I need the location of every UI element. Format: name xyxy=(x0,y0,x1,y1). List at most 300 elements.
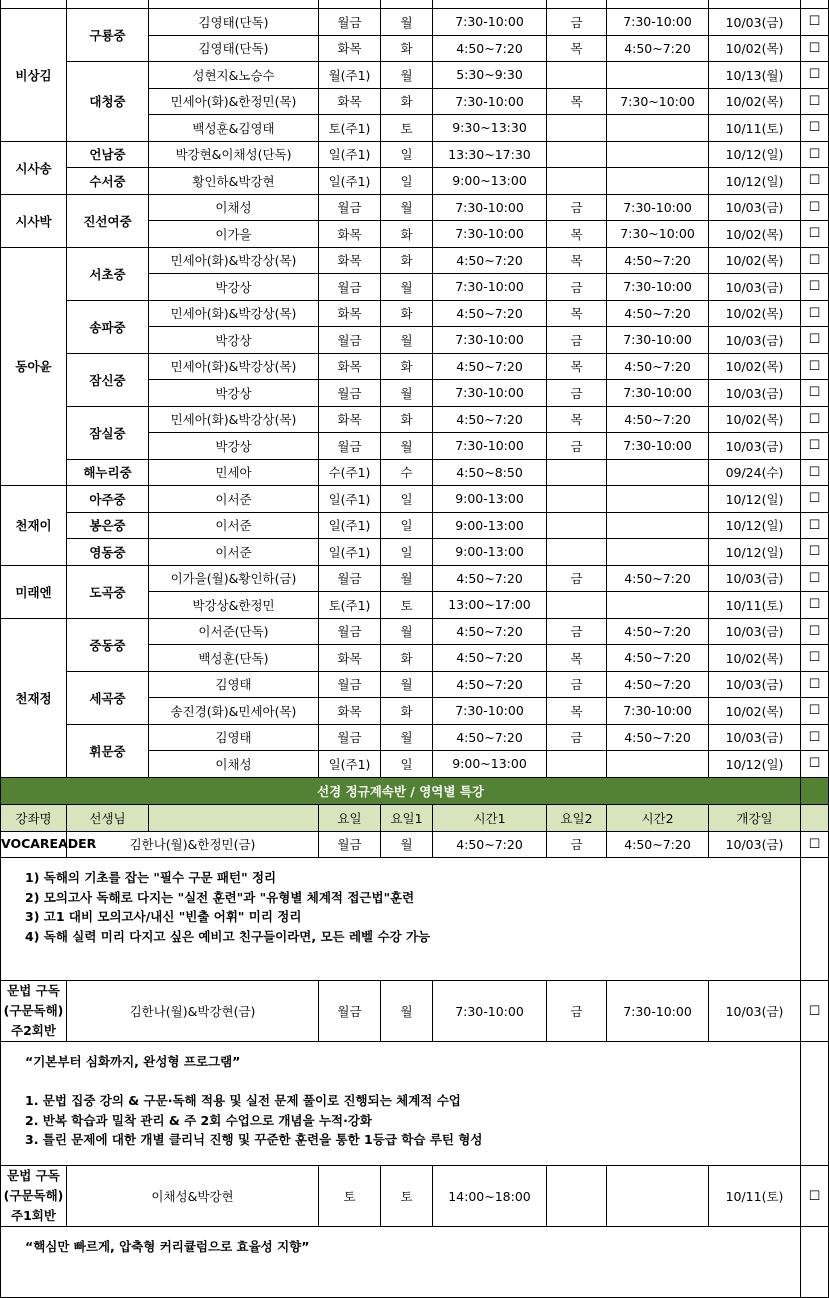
days-cell: 수(주1) xyxy=(319,459,381,486)
teacher-cell: 박강상 xyxy=(149,380,319,407)
day2-cell: 금 xyxy=(547,274,607,301)
school-name: 잠신중 xyxy=(67,353,149,406)
school-name: 해누리중 xyxy=(67,459,149,486)
day2-cell: 금 xyxy=(547,9,607,36)
day1-cell: 월 xyxy=(381,618,433,645)
days-cell: 화목 xyxy=(319,698,381,725)
teacher-cell: 민세아(화)&박강상(목) xyxy=(149,247,319,274)
enroll-checkbox[interactable]: ☐ xyxy=(801,486,829,513)
enroll-checkbox[interactable]: ☐ xyxy=(801,300,829,327)
course-name: VOCAREADER xyxy=(1,831,67,858)
enroll-checkbox[interactable]: ☐ xyxy=(801,247,829,274)
header-cell xyxy=(149,804,319,831)
time1-cell: 4:50~7:20 xyxy=(433,300,547,327)
course-description xyxy=(1,858,801,981)
time2-cell xyxy=(607,1166,709,1227)
enroll-checkbox[interactable]: ☐ xyxy=(801,9,829,36)
school-name: 도곡중 xyxy=(67,565,149,618)
time1-cell: 7:30-10:00 xyxy=(433,981,547,1042)
day2-cell: 금 xyxy=(547,671,607,698)
day2-cell: 금 xyxy=(547,380,607,407)
course-name-line: 문법 구독(구문독해) xyxy=(3,1168,64,1203)
teacher-cell: 박강상&한정민 xyxy=(149,592,319,619)
school-name: 구룡중 xyxy=(67,9,149,62)
teacher-cell: 김영태 xyxy=(149,724,319,751)
start-date-cell: 10/11(토) xyxy=(709,592,801,619)
teacher-cell: 황인하&박강현 xyxy=(149,168,319,195)
day2-cell: 금 xyxy=(547,981,607,1042)
enroll-checkbox[interactable]: ☐ xyxy=(801,459,829,486)
teacher-cell: 김영태(단독) xyxy=(149,9,319,36)
header-cell: 요일1 xyxy=(381,804,433,831)
day1-cell: 토 xyxy=(381,592,433,619)
enroll-checkbox[interactable]: ☐ xyxy=(801,981,829,1042)
start-date-cell: 10/12(일) xyxy=(709,512,801,539)
description-side-cell xyxy=(801,1042,829,1166)
start-date-cell: 10/12(일) xyxy=(709,168,801,195)
course-description-row xyxy=(1,858,829,981)
schedule-row xyxy=(1,539,829,566)
course-description-row xyxy=(1,1042,829,1166)
day2-cell: 목 xyxy=(547,353,607,380)
start-date-cell: 10/02(목) xyxy=(709,300,801,327)
day2-cell xyxy=(547,486,607,513)
time1-cell: 4:50~7:20 xyxy=(433,671,547,698)
day2-cell xyxy=(547,751,607,778)
enroll-checkbox[interactable]: ☐ xyxy=(801,645,829,672)
school-name: 중동중 xyxy=(67,618,149,671)
time1-cell: 4:50~7:20 xyxy=(433,724,547,751)
course-row xyxy=(1,981,829,1042)
start-date-cell: 10/12(일) xyxy=(709,141,801,168)
day1-cell: 화 xyxy=(381,645,433,672)
days-cell: 월금 xyxy=(319,618,381,645)
day1-cell: 월 xyxy=(381,194,433,221)
header-cell xyxy=(801,804,829,831)
time1-cell: 7:30-10:00 xyxy=(433,9,547,36)
description-line: 3) 고1 대비 모의고사/내신 "빈출 어휘" 미리 정리 xyxy=(25,909,302,924)
days-cell: 화목 xyxy=(319,353,381,380)
time2-cell: 4:50~7:20 xyxy=(607,671,709,698)
time1-cell: 7:30-10:00 xyxy=(433,194,547,221)
days-cell: 화목 xyxy=(319,88,381,115)
enroll-checkbox[interactable]: ☐ xyxy=(801,751,829,778)
header-cell: 선생님 xyxy=(67,804,149,831)
time1-cell: 4:50~7:20 xyxy=(433,618,547,645)
publisher-group: 시사박 xyxy=(1,194,67,247)
teacher-cell: 성현지&노승수 xyxy=(149,62,319,89)
teacher-cell: 박강상 xyxy=(149,327,319,354)
teacher-cell: 박강현&이채성(단독) xyxy=(149,141,319,168)
time2-cell xyxy=(607,539,709,566)
publisher-group: 시사송 xyxy=(1,141,67,194)
start-date-cell: 10/03(금) xyxy=(709,9,801,36)
schedule-row xyxy=(1,247,829,274)
start-date-cell: 10/02(목) xyxy=(709,406,801,433)
start-date-cell: 10/02(목) xyxy=(709,353,801,380)
description-line: 2. 반복 학습과 밀착 관리 & 주 2회 수업으로 개념을 누적·강화 xyxy=(25,1112,372,1128)
schedule-row xyxy=(1,565,829,592)
teacher-cell: 민세아(화)&박강상(목) xyxy=(149,300,319,327)
time2-cell xyxy=(607,62,709,89)
schedule-row xyxy=(1,486,829,513)
day2-cell xyxy=(547,115,607,142)
course-name xyxy=(1,1166,67,1227)
time2-cell: 4:50~7:20 xyxy=(607,831,709,858)
day2-cell: 목 xyxy=(547,221,607,248)
time1-cell: 4:50~7:20 xyxy=(433,247,547,274)
day2-cell: 금 xyxy=(547,194,607,221)
time2-cell: 7:30-10:00 xyxy=(607,698,709,725)
header-cell: 시간1 xyxy=(433,804,547,831)
enroll-checkbox[interactable]: ☐ xyxy=(801,168,829,195)
school-name: 휘문중 xyxy=(67,724,149,777)
day1-cell: 일 xyxy=(381,486,433,513)
time2-cell xyxy=(607,486,709,513)
days-cell: 월금 xyxy=(319,565,381,592)
start-date-cell: 10/03(금) xyxy=(709,433,801,460)
start-date-cell: 10/03(금) xyxy=(709,671,801,698)
enroll-checkbox[interactable]: ☐ xyxy=(801,831,829,858)
days-cell: 월금 xyxy=(319,274,381,301)
section-banner: 선경 정규계속반 / 영역별 특강 xyxy=(1,777,801,804)
day1-cell: 토 xyxy=(381,115,433,142)
start-date-cell: 10/03(금) xyxy=(709,380,801,407)
description-side-cell xyxy=(801,1227,829,1298)
enroll-checkbox[interactable]: ☐ xyxy=(801,353,829,380)
day1-cell: 화 xyxy=(381,698,433,725)
days-cell: 화목 xyxy=(319,300,381,327)
time1-cell: 4:50~8:50 xyxy=(433,459,547,486)
teacher-cell: 이채성 xyxy=(149,751,319,778)
teacher-cell: 송진경(화)&민세아(목) xyxy=(149,698,319,725)
day1-cell: 화 xyxy=(381,353,433,380)
teacher-cell: 이채성&박강현 xyxy=(67,1166,319,1227)
days-cell: 일(주1) xyxy=(319,512,381,539)
day1-cell: 일 xyxy=(381,141,433,168)
day2-cell xyxy=(547,141,607,168)
day2-cell: 목 xyxy=(547,300,607,327)
days-cell: 화목 xyxy=(319,35,381,62)
course-name-line: 주2회반 xyxy=(11,1023,56,1038)
school-name: 세곡중 xyxy=(67,671,149,724)
school-name: 봉은중 xyxy=(67,512,149,539)
days-cell: 월금 xyxy=(319,380,381,407)
start-date-cell: 10/12(일) xyxy=(709,539,801,566)
start-date-cell: 10/11(토) xyxy=(709,115,801,142)
enroll-checkbox[interactable]: ☐ xyxy=(801,194,829,221)
time1-cell: 5:30~9:30 xyxy=(433,62,547,89)
time1-cell: 9:30~13:30 xyxy=(433,115,547,142)
days-cell: 화목 xyxy=(319,221,381,248)
time2-cell xyxy=(607,141,709,168)
course-row xyxy=(1,1166,829,1227)
teacher-cell: 김영태 xyxy=(149,671,319,698)
enroll-checkbox[interactable]: ☐ xyxy=(801,565,829,592)
day2-cell xyxy=(547,1166,607,1227)
day2-cell xyxy=(547,459,607,486)
time1-cell: 4:50~7:20 xyxy=(433,35,547,62)
enroll-checkbox[interactable]: ☐ xyxy=(801,433,829,460)
day1-cell: 화 xyxy=(381,221,433,248)
day2-cell: 금 xyxy=(547,327,607,354)
teacher-cell: 백성훈(단독) xyxy=(149,645,319,672)
day1-cell: 월 xyxy=(381,724,433,751)
course-description xyxy=(1,1042,801,1166)
days-cell: 월금 xyxy=(319,981,381,1042)
day1-cell: 토 xyxy=(381,1166,433,1227)
teacher-cell: 김한나(월)&한정민(금) xyxy=(67,831,319,858)
teacher-cell: 이서준 xyxy=(149,512,319,539)
enroll-checkbox[interactable]: ☐ xyxy=(801,1166,829,1227)
time2-cell xyxy=(607,751,709,778)
time1-cell: 7:30-10:00 xyxy=(433,88,547,115)
days-cell: 월금 xyxy=(319,194,381,221)
days-cell: 일(주1) xyxy=(319,141,381,168)
course-name-line: 주1회반 xyxy=(11,1208,56,1223)
enroll-checkbox[interactable]: ☐ xyxy=(801,671,829,698)
day1-cell: 월 xyxy=(381,380,433,407)
time1-cell: 14:00~18:00 xyxy=(433,1166,547,1227)
day2-cell: 금 xyxy=(547,565,607,592)
days-cell: 토(주1) xyxy=(319,592,381,619)
day1-cell: 화 xyxy=(381,247,433,274)
time2-cell: 4:50~7:20 xyxy=(607,406,709,433)
time2-cell: 7:30-10:00 xyxy=(607,194,709,221)
enroll-checkbox[interactable]: ☐ xyxy=(801,512,829,539)
day1-cell: 화 xyxy=(381,406,433,433)
schedule-body xyxy=(1,0,829,777)
day2-cell xyxy=(547,539,607,566)
time1-cell: 9:00-13:00 xyxy=(433,539,547,566)
banner-row xyxy=(1,777,829,804)
schedule-row xyxy=(1,353,829,380)
teacher-cell: 민세아(화)&박강상(목) xyxy=(149,406,319,433)
time2-cell xyxy=(607,459,709,486)
description-line: “핵심만 빠르게, 압축형 커리큘럼으로 효율성 지향” xyxy=(25,1239,310,1254)
day1-cell: 화 xyxy=(381,88,433,115)
enroll-checkbox[interactable]: ☐ xyxy=(801,539,829,566)
description-line: 4) 독해 실력 미리 다지고 싶은 예비고 친구들이라면, 모든 레벨 수강 가능 xyxy=(25,928,431,944)
time2-cell: 4:50~7:20 xyxy=(607,247,709,274)
time2-cell: 4:50~7:20 xyxy=(607,618,709,645)
description-line: 1) 독해의 기초를 잡는 "필수 구문 패턴" 정리 xyxy=(25,870,277,885)
enroll-checkbox[interactable]: ☐ xyxy=(801,35,829,62)
time1-cell: 4:50~7:20 xyxy=(433,831,547,858)
time1-cell: 9:00~13:00 xyxy=(433,751,547,778)
time1-cell: 4:50~7:20 xyxy=(433,565,547,592)
day2-cell: 목 xyxy=(547,406,607,433)
time2-cell: 7:30-10:00 xyxy=(607,274,709,301)
start-date-cell: 10/12(일) xyxy=(709,486,801,513)
course-description-row xyxy=(1,1227,829,1298)
day2-cell: 금 xyxy=(547,618,607,645)
days-cell: 일(주1) xyxy=(319,486,381,513)
day1-cell: 월 xyxy=(381,981,433,1042)
schedule-row xyxy=(1,724,829,751)
teacher-cell: 이채성 xyxy=(149,194,319,221)
time2-cell: 7:30-10:00 xyxy=(607,380,709,407)
time1-cell: 7:30-10:00 xyxy=(433,380,547,407)
publisher-group: 천재정 xyxy=(1,618,67,777)
enroll-checkbox[interactable]: ☐ xyxy=(801,698,829,725)
day1-cell: 일 xyxy=(381,751,433,778)
start-date-cell: 10/02(목) xyxy=(709,221,801,248)
schedule-row xyxy=(1,194,829,221)
days-cell: 일(주1) xyxy=(319,751,381,778)
enroll-checkbox[interactable]: ☐ xyxy=(801,592,829,619)
time2-cell: 4:50~7:20 xyxy=(607,35,709,62)
start-date-cell: 10/03(금) xyxy=(709,981,801,1042)
time1-cell: 4:50~7:20 xyxy=(433,406,547,433)
start-date-cell: 10/02(목) xyxy=(709,698,801,725)
time1-cell: 9:00-13:00 xyxy=(433,512,547,539)
header-cell: 개강일 xyxy=(709,804,801,831)
teacher-cell: 이서준 xyxy=(149,539,319,566)
time2-cell: 4:50~7:20 xyxy=(607,645,709,672)
day1-cell: 일 xyxy=(381,539,433,566)
start-date-cell: 10/03(금) xyxy=(709,618,801,645)
course-row xyxy=(1,831,829,858)
days-cell: 월금 xyxy=(319,724,381,751)
days-cell: 월(주1) xyxy=(319,62,381,89)
day2-cell: 금 xyxy=(547,433,607,460)
description-spacer xyxy=(25,1072,800,1092)
start-date-cell: 10/03(금) xyxy=(709,565,801,592)
days-cell: 일(주1) xyxy=(319,168,381,195)
school-name: 영동중 xyxy=(67,539,149,566)
school-name: 언남중 xyxy=(67,141,149,168)
day1-cell: 일 xyxy=(381,512,433,539)
course-name-line: 문법 구독(구문독해) xyxy=(3,983,64,1018)
start-date-cell: 10/03(금) xyxy=(709,274,801,301)
enroll-checkbox[interactable]: ☐ xyxy=(801,88,829,115)
enroll-checkbox[interactable]: ☐ xyxy=(801,618,829,645)
start-date-cell: 10/03(금) xyxy=(709,724,801,751)
enroll-checkbox[interactable]: ☐ xyxy=(801,406,829,433)
day1-cell: 월 xyxy=(381,433,433,460)
header-row xyxy=(1,804,829,831)
school-name: 수서중 xyxy=(67,168,149,195)
days-cell: 토 xyxy=(319,1166,381,1227)
time2-cell xyxy=(607,168,709,195)
schedule-row xyxy=(1,141,829,168)
enroll-checkbox[interactable]: ☐ xyxy=(801,724,829,751)
school-name: 송파중 xyxy=(67,300,149,353)
time2-cell: 4:50~7:20 xyxy=(607,565,709,592)
day1-cell: 월 xyxy=(381,274,433,301)
time1-cell: 7:30-10:00 xyxy=(433,698,547,725)
day1-cell: 월 xyxy=(381,831,433,858)
day2-cell xyxy=(547,592,607,619)
course-description xyxy=(1,1227,801,1298)
day2-cell xyxy=(547,168,607,195)
day1-cell: 월 xyxy=(381,9,433,36)
time2-cell: 7:30-10:00 xyxy=(607,9,709,36)
start-date-cell: 10/11(토) xyxy=(709,1166,801,1227)
days-cell: 화목 xyxy=(319,406,381,433)
start-date-cell: 10/13(월) xyxy=(709,62,801,89)
time2-cell: 7:30-10:00 xyxy=(607,327,709,354)
schedule-row xyxy=(1,168,829,195)
publisher-group: 동아윤 xyxy=(1,247,67,486)
enroll-checkbox[interactable]: ☐ xyxy=(801,141,829,168)
days-cell: 월금 xyxy=(319,327,381,354)
time1-cell: 7:30-10:00 xyxy=(433,221,547,248)
start-date-cell: 10/02(목) xyxy=(709,88,801,115)
start-date-cell: 09/24(수) xyxy=(709,459,801,486)
start-date-cell: 10/02(목) xyxy=(709,645,801,672)
days-cell: 화목 xyxy=(319,645,381,672)
time1-cell: 4:50~7:20 xyxy=(433,645,547,672)
time1-cell: 7:30-10:00 xyxy=(433,274,547,301)
start-date-cell: 10/03(금) xyxy=(709,831,801,858)
teacher-cell: 민세아 xyxy=(149,459,319,486)
day1-cell: 수 xyxy=(381,459,433,486)
time1-cell: 4:50~7:20 xyxy=(433,353,547,380)
school-name: 대청중 xyxy=(67,62,149,142)
time2-cell: 7:30~10:00 xyxy=(607,88,709,115)
special-course-body xyxy=(1,777,829,1298)
enroll-checkbox[interactable]: ☐ xyxy=(801,62,829,89)
description-line: 1. 문법 집중 강의 & 구문·독해 적용 및 실전 문제 풀이로 진행되는 체계적 수업 xyxy=(25,1093,461,1108)
day1-cell: 월 xyxy=(381,565,433,592)
day1-cell: 월 xyxy=(381,327,433,354)
teacher-cell: 민세아(화)&박강상(목) xyxy=(149,353,319,380)
teacher-cell: 민세아(화)&한정민(목) xyxy=(149,88,319,115)
publisher-group: 미래엔 xyxy=(1,565,67,618)
start-date-cell: 10/02(목) xyxy=(709,35,801,62)
description-line: “기본부터 심화까지, 완성형 프로그램” xyxy=(25,1054,241,1069)
time2-cell xyxy=(607,115,709,142)
enroll-checkbox[interactable]: ☐ xyxy=(801,115,829,142)
start-date-cell: 10/03(금) xyxy=(709,327,801,354)
day2-cell: 목 xyxy=(547,35,607,62)
days-cell: 월금 xyxy=(319,433,381,460)
enroll-checkbox[interactable]: ☐ xyxy=(801,380,829,407)
schedule-row xyxy=(1,62,829,89)
enroll-checkbox[interactable]: ☐ xyxy=(801,221,829,248)
time2-cell: 4:50~7:20 xyxy=(607,300,709,327)
enroll-checkbox[interactable]: ☐ xyxy=(801,327,829,354)
day2-cell: 금 xyxy=(547,724,607,751)
schedule-row xyxy=(1,406,829,433)
publisher-group: 천재이 xyxy=(1,486,67,566)
time2-cell: 7:30-10:00 xyxy=(607,433,709,460)
day2-cell xyxy=(547,512,607,539)
days-cell: 월금 xyxy=(319,671,381,698)
teacher-cell: 김한나(월)&박강현(금) xyxy=(67,981,319,1042)
time2-cell xyxy=(607,592,709,619)
teacher-cell: 김영태(단독) xyxy=(149,35,319,62)
teacher-cell: 이가을 xyxy=(149,221,319,248)
days-cell: 월금 xyxy=(319,9,381,36)
day1-cell: 월 xyxy=(381,62,433,89)
days-cell: 토(주1) xyxy=(319,115,381,142)
days-cell: 일(주1) xyxy=(319,539,381,566)
day1-cell: 화 xyxy=(381,35,433,62)
day2-cell xyxy=(547,62,607,89)
enroll-checkbox[interactable]: ☐ xyxy=(801,274,829,301)
time1-cell: 13:30~17:30 xyxy=(433,141,547,168)
days-cell: 화목 xyxy=(319,247,381,274)
header-cell: 강좌명 xyxy=(1,804,67,831)
header-cell: 요일2 xyxy=(547,804,607,831)
time1-cell: 7:30-10:00 xyxy=(433,327,547,354)
course-name xyxy=(1,981,67,1042)
school-name: 진선여중 xyxy=(67,194,149,247)
start-date-cell: 10/02(목) xyxy=(709,247,801,274)
